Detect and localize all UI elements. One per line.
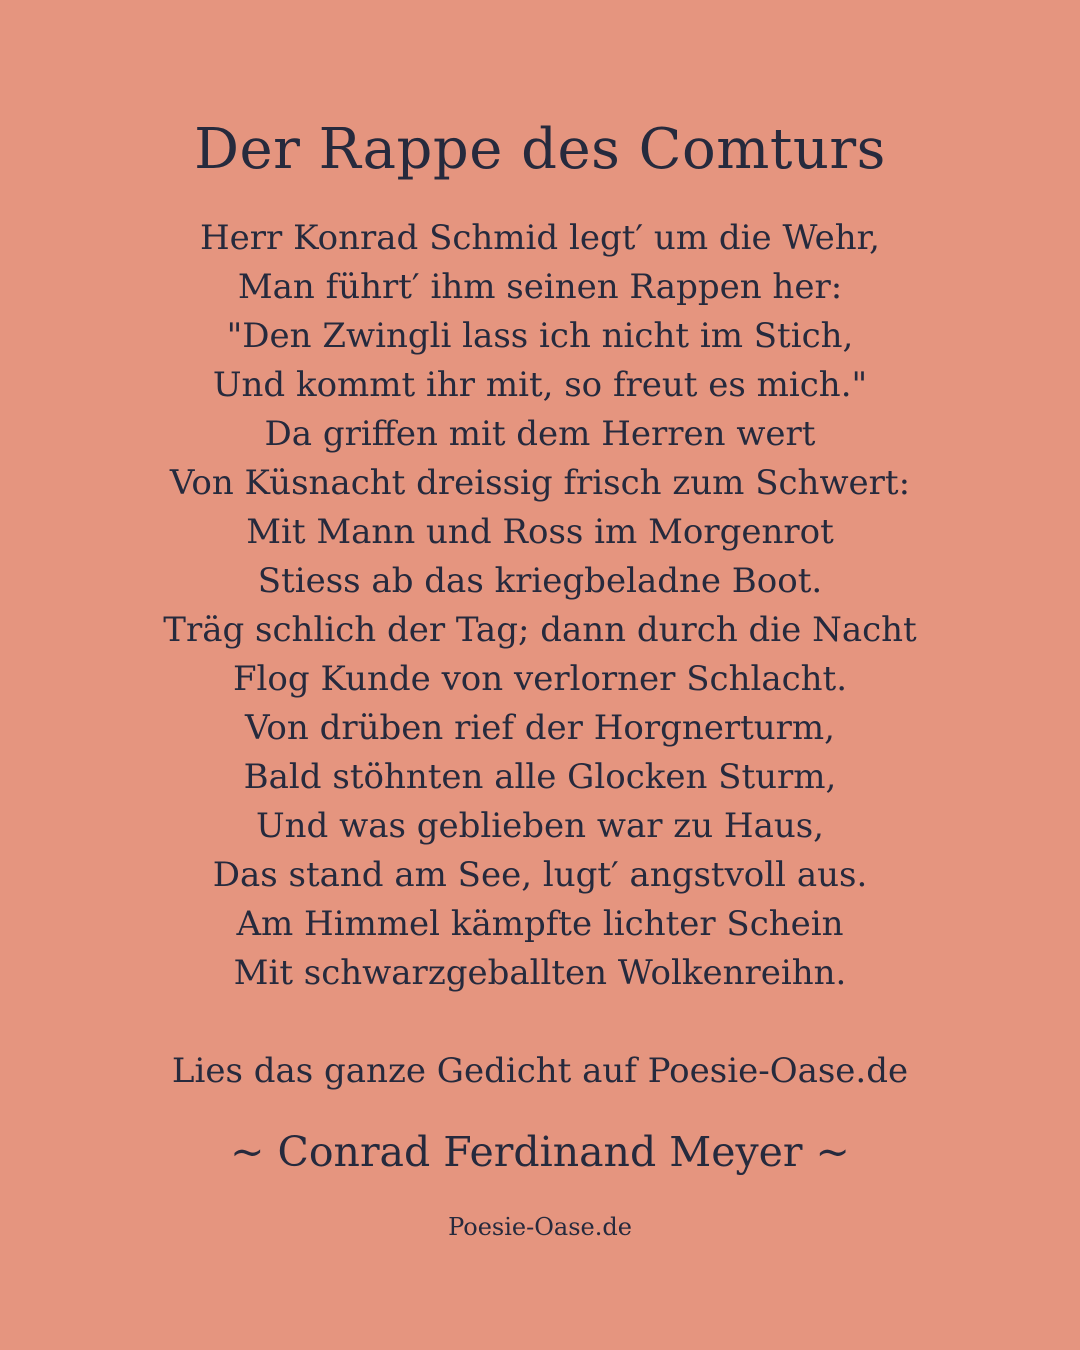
poem-line: Da griffen mit dem Herren wert — [264, 414, 816, 454]
poem-line: Von drüben rief der Horgnerturm, — [245, 708, 835, 748]
poem-line: Und was geblieben war zu Haus, — [256, 806, 824, 846]
poem-line: Herr Konrad Schmid legt′ um die Wehr, — [200, 218, 880, 258]
poem-title: Der Rappe des Comturs — [194, 117, 886, 182]
poem-line: "Den Zwingli lass ich nicht im Stich, — [226, 316, 854, 356]
poem-line: Mit Mann und Ross im Morgenrot — [246, 512, 834, 552]
poem-line: Mit schwarzgeballten Wolkenreihn. — [233, 953, 847, 993]
poem-line: Stiess ab das kriegbeladne Boot. — [257, 561, 823, 601]
read-more-text: Lies das ganze Gedicht auf Poesie-Oase.de — [171, 1051, 909, 1091]
poem-line: Das stand am See, lugt′ angstvoll aus. — [212, 855, 868, 895]
poem-line: Man führt′ ihm seinen Rappen her: — [237, 267, 843, 307]
poem-line: Bald stöhnten alle Glocken Sturm, — [243, 757, 837, 797]
poem-line: Von Küsnacht dreissig frisch zum Schwert: — [169, 463, 911, 503]
poem-body — [0, 214, 1080, 998]
site-watermark: Poesie-Oase.de — [448, 1213, 632, 1241]
poem-line: Träg schlich der Tag; dann durch die Nacht — [163, 610, 917, 650]
poem-line: Und kommt ihr mit, so freut es mich." — [212, 365, 868, 405]
poem-line: Am Himmel kämpfte lichter Schein — [236, 904, 844, 944]
poem-line: Flog Kunde von verlorner Schlacht. — [232, 659, 848, 699]
author-name: ~ Conrad Ferdinand Meyer ~ — [230, 1128, 850, 1176]
